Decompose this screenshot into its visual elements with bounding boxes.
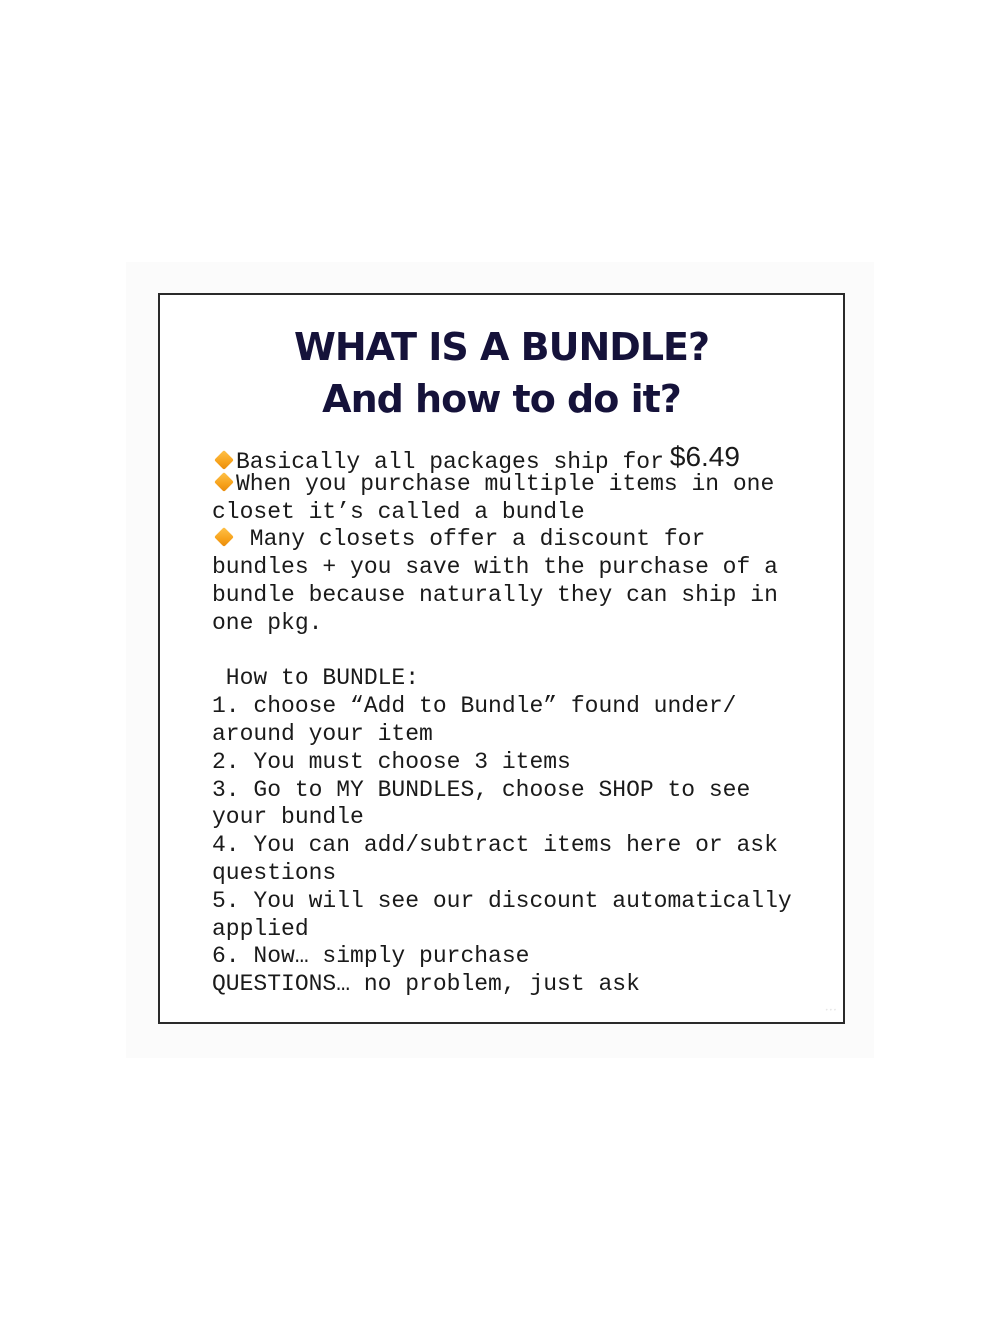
point-3-cont-3: one pkg.	[212, 609, 323, 636]
shipping-price: $6.49	[669, 441, 740, 472]
point-3	[212, 526, 832, 554]
orange-diamond-icon	[214, 472, 234, 492]
howto-step-line: 4. You can add/subtract items here or ask	[212, 832, 778, 859]
orange-diamond-icon	[214, 450, 234, 470]
point-3-cont-1: bundles + you save with the purchase of a	[212, 554, 778, 581]
howto-heading: How to BUNDLE:	[212, 665, 420, 692]
watermark: ···	[824, 1003, 837, 1018]
point-1	[212, 441, 832, 475]
point-3-cont-2: bundle because naturally they can ship in	[212, 581, 778, 608]
card-body	[212, 443, 832, 999]
point-2	[212, 471, 832, 499]
point-3-text: Many closets offer a discount for	[236, 526, 706, 553]
card-title	[160, 321, 843, 425]
howto-step-line: 1. choose “Add to Bundle” found under/	[212, 693, 737, 720]
orange-diamond-icon	[214, 527, 234, 547]
howto-step-line: around your item	[212, 720, 433, 747]
point-1-text: Basically all packages ship for	[236, 449, 664, 475]
howto-step-line: applied	[212, 915, 309, 942]
howto-step-line: 3. Go to MY BUNDLES, choose SHOP to see	[212, 776, 751, 803]
howto-step-line: your bundle	[212, 804, 364, 831]
point-2-cont: closet it’s called a bundle	[212, 498, 585, 525]
spacer	[212, 638, 832, 666]
point-2-text: When you purchase multiple items in one	[236, 470, 775, 497]
howto-step-line: 6. Now… simply purchase	[212, 943, 530, 970]
bundle-info-card	[158, 293, 845, 1024]
title-line-2: And how to do it?	[322, 377, 681, 421]
howto-step-line: 5. You will see our discount automatically	[212, 887, 792, 914]
title-line-1: WHAT IS A BUNDLE?	[293, 325, 710, 369]
howto-step-line: QUESTIONS… no problem, just ask	[212, 971, 640, 998]
howto-step-line: 2. You must choose 3 items	[212, 748, 571, 775]
howto-step-line: questions	[212, 859, 337, 886]
